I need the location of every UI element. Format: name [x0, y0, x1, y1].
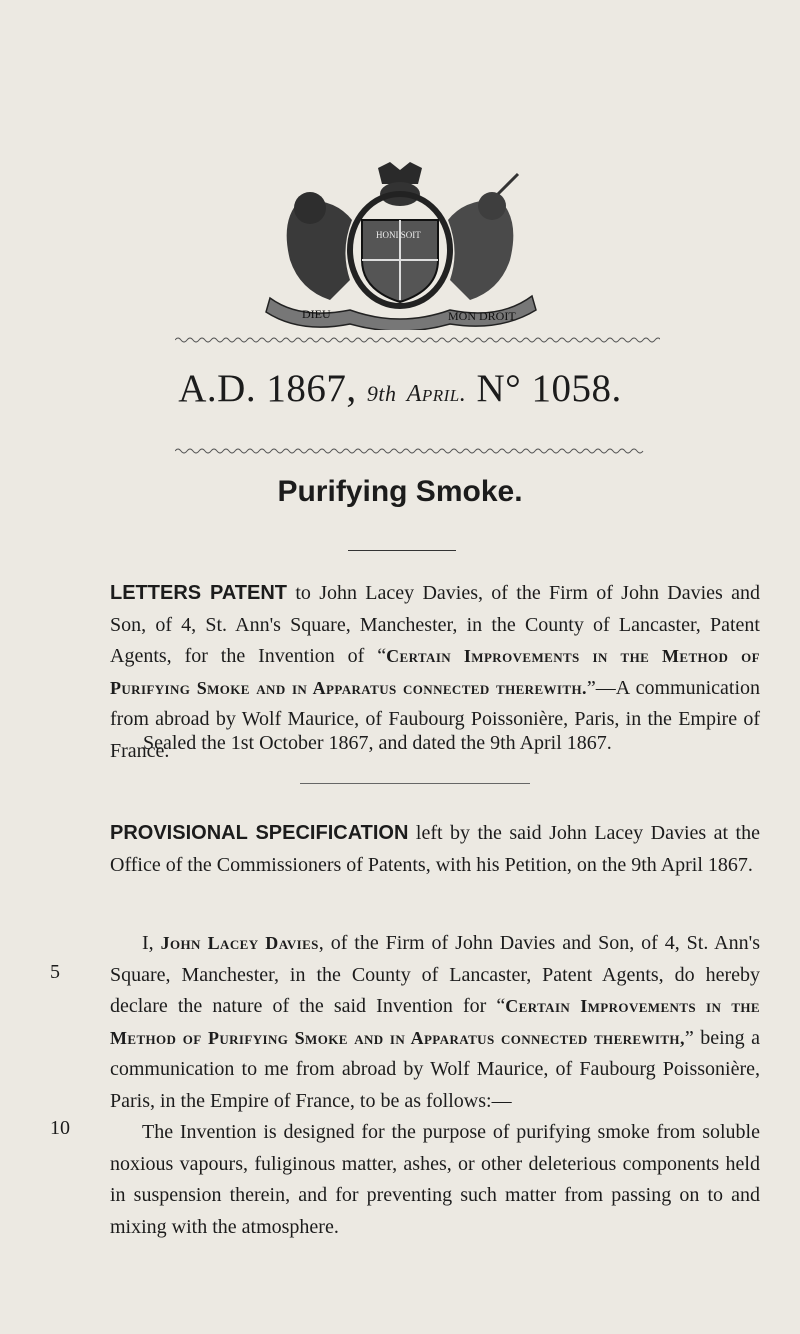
svg-text:HONI SOIT: HONI SOIT: [376, 230, 421, 240]
patent-heading: [0, 366, 800, 411]
letters-patent-communication: ”—A communication from abroad by Wolf Maurice, of Faubourg Poissonière, Paris, in the Empire of France.: [110, 676, 760, 762]
wavy-rule-top: [175, 336, 660, 344]
declaration-invention-title: Certain Improvements in the Method of Purifying Smoke and in Apparatus connected therewith,: [110, 996, 760, 1048]
declaration-communication: ” being a communication to me from abroad by Wolf Maurice, of Faubourg Poissonière, Paris, in the Empire of France, to be as follows:—: [110, 1026, 760, 1112]
patent-title: Purifying Smoke.: [277, 475, 523, 508]
letters-patent-lead: LETTERS PATENT: [110, 582, 288, 604]
heading-month: April.: [406, 381, 467, 407]
svg-text:MON DROIT: MON DROIT: [448, 309, 516, 323]
heading-ad-year: A.D. 1867,: [178, 367, 357, 410]
declaration-start: I,: [142, 932, 161, 954]
declaration-body: [110, 928, 760, 1243]
provisional-text: left by the said John Lacey Davies at the Office of the Commissioners of Patents, with his Petition, on the 9th April 1867.: [110, 822, 760, 876]
declaration-paragraph: [110, 928, 760, 1117]
declaration-text: , of the Firm of John Davies and Son, of 4, St. Ann's Square, Manchester, in the County of Lancaster, Patent Agents, do hereby declare the nature of the said Invention for “: [110, 932, 760, 1017]
letters-patent-invention-title: Certain Improvements in the Method of Purifying Smoke and in Apparatus connected therewith.: [110, 646, 760, 698]
divider-rule: [348, 550, 456, 551]
line-number-5: 5: [50, 961, 60, 983]
royal-coat-of-arms: [240, 160, 560, 330]
provisional-specification-paragraph: [110, 818, 760, 881]
line-number-10: 10: [50, 1117, 70, 1139]
heading-patent-number: N° 1058.: [476, 367, 622, 410]
provisional-lead: PROVISIONAL SPECIFICATION: [110, 822, 409, 844]
sealed-date-line: Sealed the 1st October 1867, and dated the 9th April 1867.: [143, 732, 612, 754]
heading-date: 9th: [366, 381, 397, 406]
wavy-rule-bottom: [175, 447, 660, 455]
divider-rule-2: [300, 783, 530, 784]
letters-patent-text: to John Lacey Davies, of the Firm of John Davies and Son, of 4, St. Ann's Square, Manchester, in the County of Lancaster, Patent Agents, for the Invention of “: [110, 582, 760, 667]
invention-purpose-paragraph: The Invention is designed for the purpose of purifying smoke from soluble noxious vapours, fuliginous matter, ashes, or other deleterious components held in suspension therein, and for preventing such matter from passing on to and mixing with the atmosphere.: [110, 1121, 760, 1238]
svg-text:DIEU: DIEU: [302, 307, 331, 321]
declarant-name: John Lacey Davies: [160, 933, 319, 953]
